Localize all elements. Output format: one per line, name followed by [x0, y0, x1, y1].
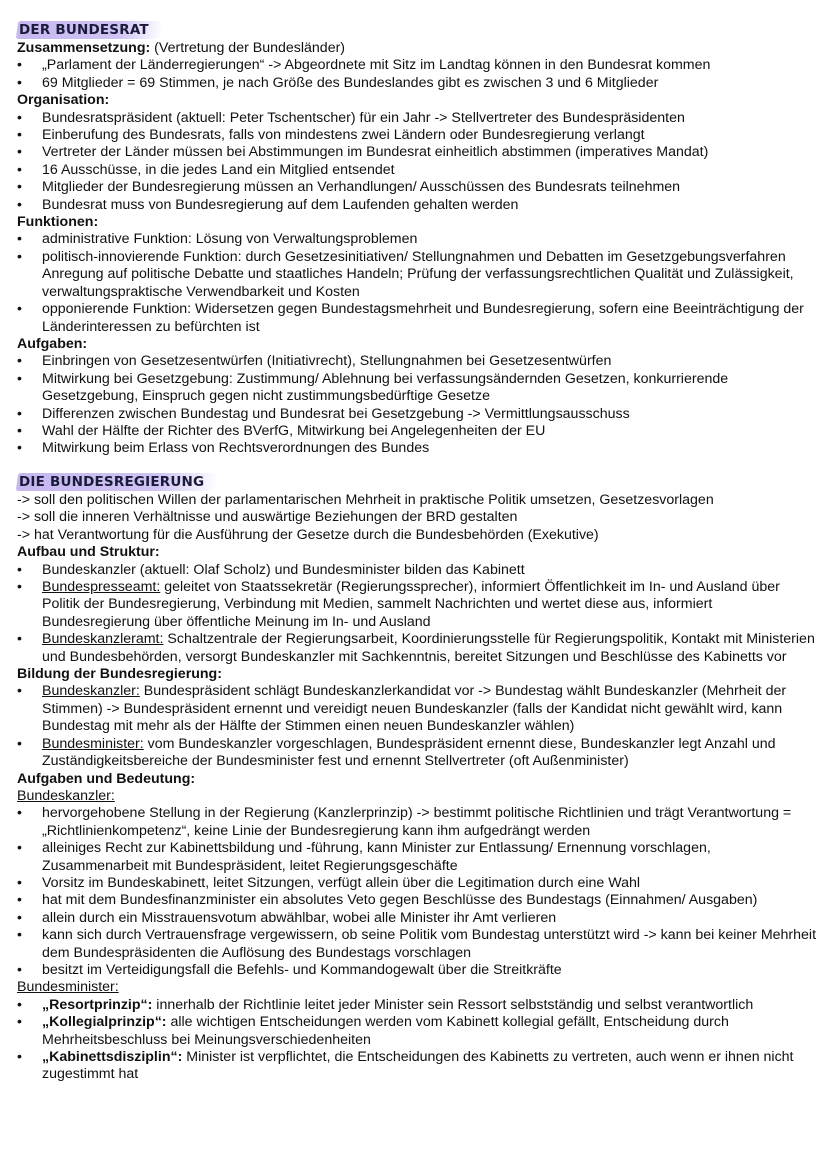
list-item: • Mitwirkung bei Gesetzgebung: Zustimmung/ Ablehnung bei verfassungsändernden Gesetzen, konkurrierende Gesetzgebung, Einspruch gegen nicht zustimmungsbedürftige Gesetze [17, 371, 817, 406]
term-kollegialprinzip: „Kollegialprinzip“: [42, 1014, 167, 1031]
subheading-bundeskanzler: Bundeskanzler: [17, 787, 115, 804]
list-item: • Einbringen von Gesetzesentwürfen (Initiativrecht), Stellungnahmen bei Gesetzesentwürfen [17, 353, 817, 370]
term-bundeskanzleramt: Bundeskanzleramt: [42, 631, 164, 648]
list-bundeskanzler [17, 805, 817, 979]
list-item: • administrative Funktion: Lösung von Verwaltungsproblemen [17, 231, 817, 248]
list-item: • Mitglieder der Bundesregierung müssen an Verhandlungen/ Ausschüssen des Bundesrats teilnehmen [17, 179, 817, 196]
heading-funktionen: Funktionen: [17, 214, 99, 231]
list-item-bundespresseamt: • Bundespresseamt: geleitet von Staatssekretär (Regierungssprecher), informiert Öffentlichkeit im In- und Ausland über Politik der Bundesregierung, Verbindung mit Medien, sammelt Nachrichten und wertet diese aus, informiert Bundesregierung über öffentliche Meinung im In- und Ausland [17, 579, 817, 631]
subheading-bundesminister: Bundesminister: [17, 979, 119, 996]
list-item-kabinettsdisziplin: • „Kabinettsdisziplin“: Minister ist verpflichtet, die Entscheidungen des Kabinetts zu vertreten, auch wenn er ihnen nicht zugestimmt hat [17, 1049, 817, 1084]
list-item: • hervorgehobene Stellung in der Regierung (Kanzlerprinzip) -> bestimmt politische Richtlinien und trägt Verantwortung = „Richtlinienkompetenz“, keine Linie der Bundesregierung kann ihm aufgedrängt werden [17, 805, 817, 840]
section-bundesrat [17, 21, 817, 458]
list-item: • Wahl der Hälfte der Richter des BVerfG, Mitwirkung bei Angelegenheiten der EU [17, 423, 817, 440]
list-zusammensetzung [17, 57, 817, 92]
list-bildung [17, 683, 817, 770]
term-bundeskanzler: Bundeskanzler: [42, 683, 140, 700]
list-item: • Mitwirkung beim Erlass von Rechtsverordnungen des Bundes [17, 440, 817, 457]
section-title-bundesrat: DER BUNDESRAT [16, 21, 164, 39]
intro-line: -> soll die inneren Verhältnisse und auswärtige Beziehungen der BRD gestalten [17, 509, 518, 526]
heading-bildung: Bildung der Bundesregierung: [17, 666, 222, 683]
term-resortprinzip: „Resortprinzip“: [42, 996, 153, 1013]
list-item: • „Parlament der Länderregierungen“ -> Abgeordnete mit Sitz im Landtag können in den Bundesrat kommen [17, 57, 817, 74]
list-item: • allein durch ein Misstrauensvotum abwählbar, wobei alle Minister ihr Amt verlieren [17, 910, 817, 927]
list-item: • Einberufung des Bundesrats, falls von mindestens zwei Ländern oder Bundesregierung verlangt [17, 127, 817, 144]
list-item: • Vorsitz im Bundeskabinett, leitet Sitzungen, verfügt allein über die Legitimation durch eine Wahl [17, 875, 817, 892]
list-item: • politisch-innovierende Funktion: durch Gesetzesinitiativen/ Stellungnahmen und Debatten im Gesetzgebungsverfahren Anregung auf politische Debatte und staatliches Handeln; Prüfung der verfassungsrechtlichen Qualität und Zulässigkeit, verwaltungspraktische Verwendbarkeit und Kosten [17, 249, 817, 301]
list-funktionen [17, 231, 817, 335]
heading-aufgaben: Aufgaben: [17, 335, 88, 352]
term-bundespresseamt: Bundespresseamt: [42, 579, 161, 596]
list-bundesminister [17, 997, 817, 1084]
list-item: • Differenzen zwischen Bundestag und Bundesrat bei Gesetzgebung -> Vermittlungsausschuss [17, 406, 817, 423]
list-item-bundeskanzler: • Bundeskanzler: Bundespräsident schlägt Bundeskanzlerkandidat vor -> Bundestag wählt Bundeskanzler (Mehrheit der Stimmen) -> Bundespräsident ernennt und vereidigt neuen Bundeskanzler (falls der Kandidat nicht gewählt wird, kann Bundestag mit mehr als der Hälfte der Stimmen einen neuen Bundeskanzler wählen) [17, 683, 817, 735]
list-organisation [17, 110, 817, 214]
list-item: • hat mit dem Bundesfinanzminister ein absolutes Veto gegen Beschlüsse des Bundestags (Einnahmen/ Ausgaben) [17, 892, 817, 909]
intro-line: -> hat Verantwortung für die Ausführung der Gesetze durch die Bundesbehörden (Exekutive) [17, 526, 599, 543]
heading-zusammensetzung: Zusammensetzung: (Vertretung der Bundesländer) [17, 40, 346, 56]
heading-organisation: Organisation: [17, 92, 110, 109]
list-item: • Bundesratspräsident (aktuell: Peter Tschentscher) für ein Jahr -> Stellvertreter des Bundespräsidenten [17, 110, 817, 127]
section-bundesregierung [17, 473, 817, 1084]
list-item: • 16 Ausschüsse, in die jedes Land ein Mitglied entsendet [17, 162, 817, 179]
list-item-kollegialprinzip: • „Kollegialprinzip“: alle wichtigen Entscheidungen werden vom Kabinett kollegial gefällt, Entscheidung durch Mehrheitsbeschluss bei Meinungsverschiedenheiten [17, 1014, 817, 1049]
heading-aufbau-struktur: Aufbau und Struktur: [17, 544, 160, 561]
list-item: • kann sich durch Vertrauensfrage vergewissern, ob seine Politik vom Bundestag unterstützt wird -> kann bei keiner Mehrheit dem Bundespräsidenten die Auflösung des Bundestags vorschlagen [17, 927, 817, 962]
list-item: • 69 Mitglieder = 69 Stimmen, je nach Größe des Bundeslandes gibt es zwischen 3 und 6 Mitglieder [17, 75, 817, 92]
list-aufgaben [17, 353, 817, 457]
term-kabinettsdisziplin: „Kabinettsdisziplin“: [42, 1049, 183, 1065]
list-item: • alleiniges Recht zur Kabinettsbildung und -führung, kann Minister zur Entlassung/ Ernennung vorschlagen, Zusammenarbeit mit Bundespräsident, leitet Regierungsgeschäfte [17, 840, 817, 875]
list-item-resortprinzip: • „Resortprinzip“: innerhalb der Richtlinie leitet jeder Minister sein Ressort selbstständig und selbst verantwortlich [17, 997, 817, 1014]
list-item: • Bundesrat muss von Bundesregierung auf dem Laufenden gehalten werden [17, 197, 817, 214]
list-aufbau [17, 562, 817, 666]
list-item: • besitzt im Verteidigungsfall die Befehls- und Kommandogewalt über die Streitkräfte [17, 962, 817, 979]
intro-line: -> soll den politischen Willen der parlamentarischen Mehrheit in praktische Politik umsetzen, Gesetzesvorlagen [17, 492, 714, 508]
list-item: • Vertreter der Länder müssen bei Abstimmungen im Bundesrat einheitlich abstimmen (imperatives Mandat) [17, 144, 817, 161]
list-item-bundesminister: • Bundesminister: vom Bundeskanzler vorgeschlagen, Bundespräsident ernennt diese, Bundeskanzler legt Anzahl und Zuständigkeitsbereiche der Bundesminister fest und ernennt Stellvertreter (oft Außenminister) [17, 736, 817, 771]
list-item: • Bundeskanzler (aktuell: Olaf Scholz) und Bundesminister bilden das Kabinett [17, 562, 817, 579]
heading-aufgaben-bedeutung: Aufgaben und Bedeutung: [17, 770, 196, 787]
list-item-bundeskanzleramt: • Bundeskanzleramt: Schaltzentrale der Regierungsarbeit, Koordinierungsstelle für Regierungspolitik, Kontakt mit Ministerien und Bundesbehörden, versorgt Bundeskanzler mit Sachkenntnis, bereitet Sitzungen und Beschlüsse des Kabinetts vor [17, 631, 817, 666]
list-item: • opponierende Funktion: Widersetzen gegen Bundestagsmehrheit und Bundesregierung, sofern eine Beeinträchtigung der Länderinteressen zu befürchten ist [17, 301, 817, 336]
section-title-bundesregierung: DIE BUNDESREGIERUNG [16, 473, 220, 491]
term-bundesminister: Bundesminister: [42, 735, 144, 752]
